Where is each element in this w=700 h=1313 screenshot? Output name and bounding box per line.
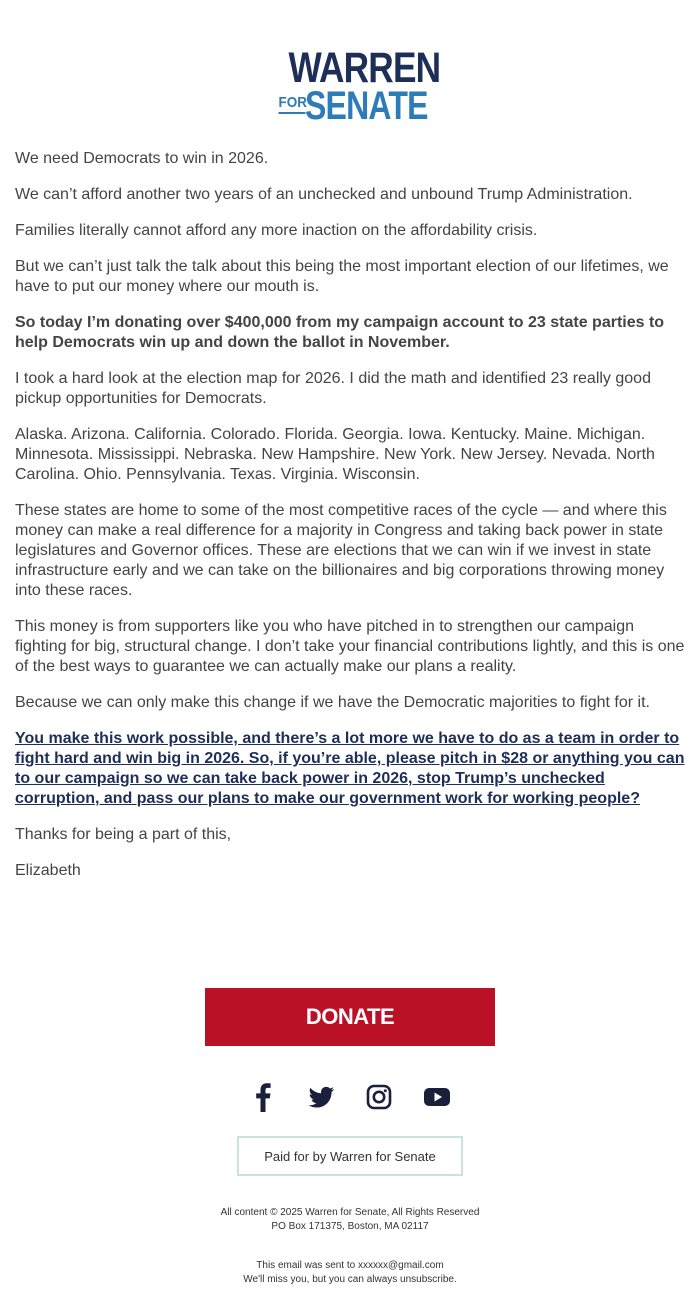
paid-for-box xyxy=(237,1136,463,1176)
youtube-link[interactable] xyxy=(422,1082,452,1112)
cta-paragraph xyxy=(15,729,687,809)
logo-senate-text: SENATE xyxy=(305,84,428,128)
donate-cta-link[interactable]: You make this work possible, and there’s a lot more we have to do as a team in order to fight hard and win big in 2026. So, if you’re able, please pitch in $28 or anything you can to our campaign so we can take back power in 2026, stop Trump’s unchecked corruption, and pass our plans to make our government work for working people? xyxy=(15,730,685,807)
copyright-text: All content © 2025 Warren for Senate, All Rights Reserved xyxy=(220,1207,480,1218)
donate-button[interactable]: DONATE xyxy=(205,988,495,1046)
email-paragraph-bold: So today I’m donating over $400,000 from my campaign account to 23 state parties to help Democrats win up and down the ballot in November. xyxy=(15,314,665,351)
email-body xyxy=(15,149,687,897)
paid-for-text: Paid for by Warren for Senate xyxy=(264,1148,436,1164)
warren-for-senate-logo[interactable] xyxy=(275,44,441,128)
logo xyxy=(0,44,700,128)
facebook-icon xyxy=(248,1082,278,1112)
twitter-icon xyxy=(306,1082,336,1112)
unsubscribe-text[interactable]: We'll miss you, but you can always unsubscribe. xyxy=(243,1274,457,1285)
youtube-icon xyxy=(422,1082,452,1112)
email-paragraph: We need Democrats to win in 2026. xyxy=(15,150,269,167)
facebook-link[interactable] xyxy=(248,1082,278,1112)
email-signature: Elizabeth xyxy=(15,862,81,879)
email-paragraph: We can’t afford another two years of an unchecked and unbound Trump Administration. xyxy=(15,186,633,203)
logo-for-text: FOR xyxy=(279,94,306,114)
email-paragraph: Because we can only make this change if we have the Democratic majorities to fight for it. xyxy=(15,694,650,711)
email-paragraph: But we can’t just talk the talk about this being the most important election of our lifetimes, we have to put our money where our mouth is. xyxy=(15,258,669,295)
logo-warren-text: WARREN xyxy=(288,44,441,92)
instagram-link[interactable] xyxy=(364,1082,394,1112)
email-paragraph: I took a hard look at the election map for 2026. I did the math and identified 23 really good pickup opportunities for Democrats. xyxy=(15,370,651,407)
social-links xyxy=(0,1080,700,1114)
sent-to-text: This email was sent to xxxxxx@gmail.com xyxy=(256,1260,444,1271)
instagram-icon xyxy=(364,1082,394,1112)
twitter-link[interactable] xyxy=(306,1082,336,1112)
address-text: PO Box 171375, Boston, MA 02117 xyxy=(271,1221,429,1232)
email-paragraph: Families literally cannot afford any more inaction on the affordability crisis. xyxy=(15,222,538,239)
email-paragraph-states: Alaska. Arizona. California. Colorado. Florida. Georgia. Iowa. Kentucky. Maine. Michigan. Minnesota. Mississippi. Nebraska. New Hampshire. New York. New Jersey. Nevada. North Carolina. Ohio. Pennsylvania. Texas. Virginia. Wisconsin. xyxy=(15,426,655,483)
email-paragraph: These states are home to some of the most competitive races of the cycle — and where this money can make a real difference for a majority in Congress and taking back power in state legislatures and Governor offices. These are elections that we can win if we invest in state infrastructure early and we can take on the billionaires and big corporations throwing money into these races. xyxy=(15,502,667,599)
email-paragraph: This money is from supporters like you who have pitched in to strengthen our campaign fighting for big, structural change. I don’t take your financial contributions lightly, and this is one of the best ways to guarantee we can actually make our plans a reality. xyxy=(15,618,685,675)
email-signoff: Thanks for being a part of this, xyxy=(15,826,232,843)
